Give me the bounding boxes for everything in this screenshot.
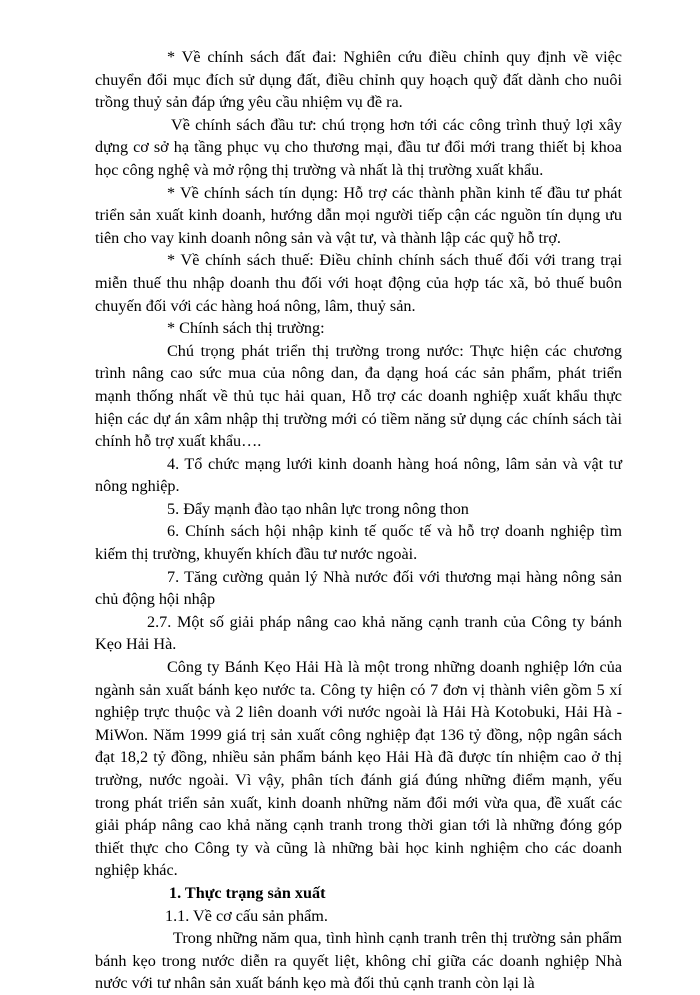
- list-item-5: 5. Đẩy mạnh đào tạo nhân lực trong nông thon: [167, 499, 469, 518]
- paragraph-competition: Trong những năm qua, tình hình cạnh tranh trên thị trường sản phẩm bánh kẹo trong nước diễn ra quyết liệt, không chỉ giữa các doanh nghiệp Nhà nước với tư nhân sản xuất bánh kẹo mà đối thủ cạnh tranh còn lại là: [95, 929, 622, 993]
- paragraph-market-policy-heading: * Chính sách thị trường:: [167, 319, 325, 338]
- paragraph-tax-policy: * Về chính sách thuế: Điều chỉnh chính sách thuế đối với trang trại miễn thuế thu nhập doanh thu đối với hoạt động của hợp tác xã, bỏ thuế buôn chuyến đối với các hàng hoá nông, lâm, thuỷ sản.: [95, 251, 622, 315]
- paragraph-domestic-market: Chú trọng phát triển thị trường trong nước: Thực hiện các chương trình nâng cao sức mua của nông dan, đa dạng hoá các sản phẩm, phát triển mạnh thống nhất về thủ tục hải quan, Hỗ trợ các doanh nghiệp xuất khẩu thực hiện các dự án xâm nhập thị trường mới có tiềm năng sử dụng các chính sách tài chính hỗ trợ xuất khẩu….: [95, 341, 622, 451]
- section-heading-production-status: 1. Thực trạng sản xuất: [169, 883, 326, 902]
- subsection-heading-product-structure: 1.1. Về cơ cấu sản phẩm.: [165, 906, 328, 925]
- list-item-6: 6. Chính sách hội nhập kinh tế quốc tế và hỗ trợ doanh nghiệp tìm kiếm thị trường, khuyến khích đầu tư nước ngoài.: [95, 522, 622, 564]
- paragraph-credit-policy: * Về chính sách tín dụng: Hỗ trợ các thành phần kinh tế đầu tư phát triển sản xuất kinh doanh, hướng dẫn mọi người tiếp cận các nguồn tín dụng ưu tiên cho vay kinh doanh nông sản và vật tư, và thành lập các quỹ hỗ trợ.: [95, 183, 622, 247]
- list-item-7: 7. Tăng cường quản lý Nhà nước đối với thương mại hàng nông sản chủ động hội nhập: [95, 567, 622, 609]
- paragraph-investment-policy: Về chính sách đầu tư: chú trọng hơn tới các công trình thuỷ lợi xây dựng cơ sở hạ tầng phục vụ cho thương mại, đầu tư đổi mới trang thiết bị khoa học công nghệ và mở rộng thị trường và nhất là thị trường xuất khẩu.: [95, 115, 622, 179]
- paragraph-land-policy: * Về chính sách đất đai: Nghiên cứu điều chỉnh quy định về việc chuyển đổi mục đích sử dụng đất, điều chỉnh quy hoạch quỹ đất dành cho nuôi trồng thuỷ sản đáp ứng yêu cầu nhiệm vụ đề ra.: [95, 48, 622, 112]
- section-heading-2-7: 2.7. Một số giải pháp nâng cao khả năng cạnh tranh của Công ty bánh Kẹo Hải Hà.: [95, 612, 622, 654]
- paragraph-company-overview: Công ty Bánh Kẹo Hải Hà là một trong những doanh nghiệp lớn của ngành sản xuất bánh kẹo nước ta. Công ty hiện có 7 đơn vị thành viên gồm 5 xí nghiệp trực thuộc và 2 liên doanh với nước ngoài là Hải Hà Kotobuki, Hải Hà - MiWon. Năm 1999 giá trị sản xuất công nghiệp đạt 136 tỷ đồng, nộp ngân sách đạt 18,2 tỷ đồng, nhiều sản phẩm bánh kẹo Hải Hà đã được tín nhiệm cao ở thị trường, nước ngoài. Vì vậy, phân tích đánh giá đúng những điểm mạnh, yếu trong phát triển sản xuất, kinh doanh những năm đổi mới vừa qua, đề xuất các giải pháp nâng cao khả năng cạnh tranh trong thời gian tới là những đóng góp thiết thực cho Công ty và cũng là những bài học kinh nghiệm cho các doanh nghiệp khác.: [95, 658, 622, 880]
- list-item-4: 4. Tổ chức mạng lưới kinh doanh hàng hoá nông, lâm sản và vật tư nông nghiệp.: [95, 454, 622, 496]
